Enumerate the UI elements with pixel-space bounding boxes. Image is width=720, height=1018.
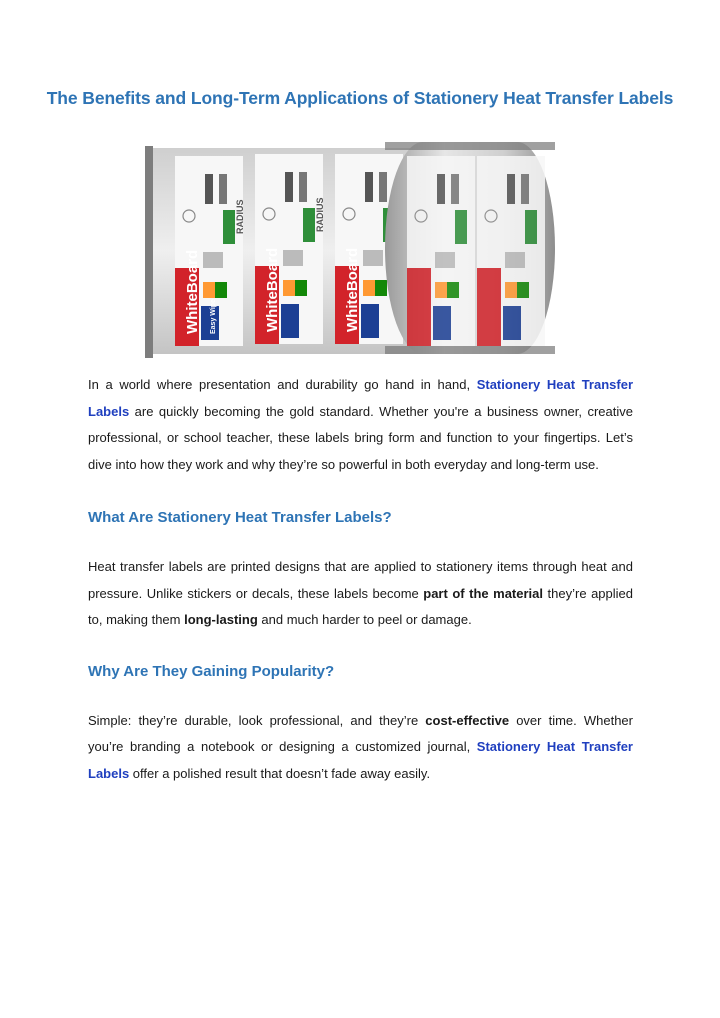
- product-photo: [145, 134, 557, 360]
- heat-transfer-labels-link[interactable]: Stationery Heat Transfer Labels: [88, 739, 633, 781]
- section1-paragraph: [88, 554, 633, 634]
- intro-paragraph: [88, 372, 633, 478]
- bold-phrase: long-lasting: [184, 612, 258, 627]
- section-heading-what-are: What Are Stationery Heat Transfer Labels?: [88, 509, 392, 526]
- intro-text: In a world where presentation and durability go hand in hand,: [88, 377, 477, 392]
- brand-name-text: WhiteBoard: [184, 249, 201, 334]
- intro-text: are quickly becoming the gold standard. Whether you're a business owner, creative professional, or school teacher, these labels bring form and function to your fingertips. Let’s dive into how they work and why they’re so powerful in both everyday and long-term use.: [88, 403, 633, 472]
- logo-text: RADIUS: [235, 199, 245, 234]
- section2-text: offer a polished result that doesn’t fade away easily.: [129, 765, 431, 781]
- section1-text: they’re applied to, making them: [88, 585, 633, 627]
- brand-name-text: WhiteBoard: [344, 247, 361, 332]
- bold-phrase: part of the material: [423, 585, 544, 601]
- article-body: [88, 372, 633, 787]
- page-title: The Benefits and Long-Term Applications of Stationery Heat Transfer Labels: [46, 88, 674, 108]
- section-heading-popularity: Why Are They Gaining Popularity?: [88, 662, 335, 680]
- badge-text: Easy Wipe: [210, 299, 217, 334]
- heat-transfer-labels-link[interactable]: Stationery Heat Transfer Labels: [88, 377, 633, 419]
- logo-text: RADIUS: [315, 197, 325, 232]
- section1-text: and much harder to peel or damage.: [257, 612, 472, 627]
- section2-text: over time. Whether you’re branding a notebook or designing a customized journal,: [88, 712, 633, 754]
- bold-phrase: cost-effective: [425, 712, 510, 728]
- section2-paragraph: [88, 708, 633, 788]
- section2-text: Simple: they’re durable, look professional, and they’re: [88, 712, 426, 728]
- brand-name-text: WhiteBoard: [264, 247, 281, 332]
- section1-text: Heat transfer labels are printed designs that are applied to stationery items through heat and pressure. Unlike stickers or decals, these labels become: [88, 559, 633, 601]
